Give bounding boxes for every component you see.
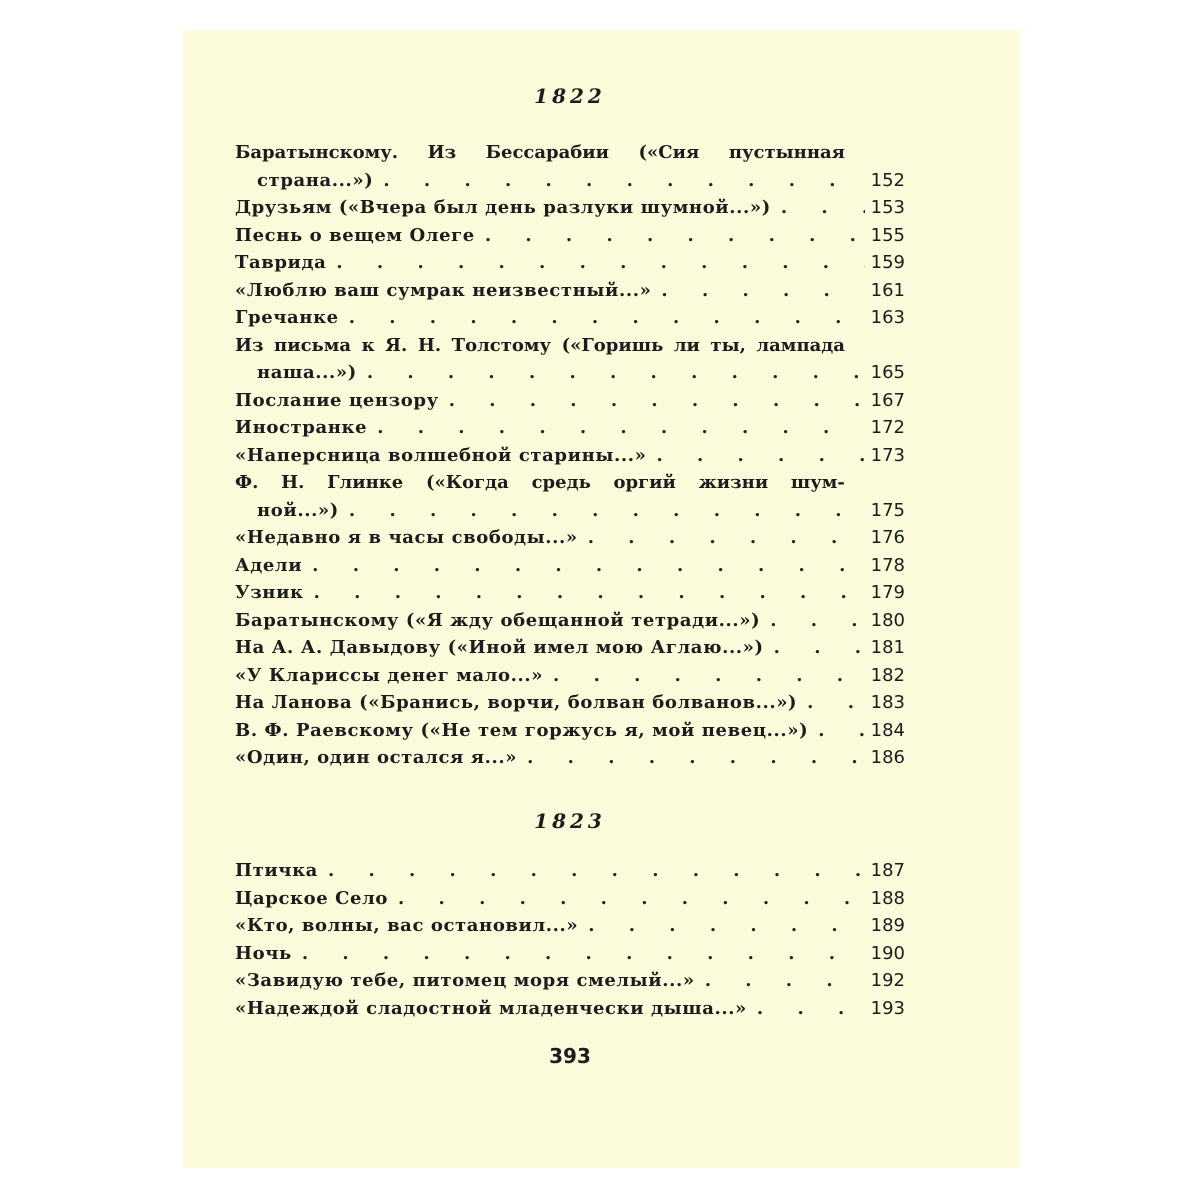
toc-entry-title-line2: страна...») (257, 169, 374, 191)
toc-entry-title: Ночь (235, 942, 292, 964)
dot-leader (388, 885, 865, 913)
toc-entry-page: 161 (870, 279, 905, 301)
toc-entry (235, 744, 905, 772)
toc-entry (235, 967, 905, 995)
dot-leader (373, 167, 865, 195)
toc-entry-title: В. Ф. Раевскому («Не тем горжусь я, мой певец...») (235, 719, 809, 741)
toc-entry (235, 634, 905, 662)
toc-entry (235, 857, 905, 885)
toc-entry-title: Иностранке (235, 417, 368, 438)
toc-entry-title-line2: наша...») (257, 362, 357, 383)
toc-entry (235, 912, 905, 940)
toc-entry-title: «Люблю ваш сумрак неизвестный...» (235, 279, 652, 301)
dot-leader (747, 995, 865, 1023)
toc-entry-word: лампада (756, 334, 845, 356)
toc-entry-page: 180 (870, 609, 905, 631)
toc-entry-page: 193 (870, 997, 905, 1019)
toc-entry (235, 689, 905, 717)
dot-leader (651, 277, 865, 305)
toc-entry-page: 184 (870, 719, 905, 741)
toc-entry (235, 885, 905, 913)
toc-entry (235, 524, 905, 552)
toc-entry (235, 249, 905, 277)
dot-leader (292, 940, 865, 968)
dot-leader (517, 744, 865, 772)
toc-entry-page: 187 (870, 860, 905, 881)
toc-entry-word: ли (673, 334, 700, 356)
toc-entry-page: 192 (870, 970, 905, 991)
toc-entry-title: На Ланова («Бранись, ворчи, болван болванов...») (235, 692, 798, 713)
dot-leader (646, 442, 865, 470)
toc-entry (235, 717, 905, 745)
toc-entry-title: Песнь о вещем Олеге (235, 224, 475, 246)
toc-entry-word: Баратынскому. (235, 142, 399, 163)
toc-entry (235, 552, 905, 580)
toc-entry-title: «Кто, волны, вас остановил...» (235, 915, 579, 936)
toc-list-1823 (235, 857, 905, 1022)
dot-leader (439, 387, 865, 415)
toc-entry-page: 163 (870, 307, 905, 328)
dot-leader (367, 414, 865, 442)
toc-entry-title: Адели (235, 554, 303, 576)
toc-entry-title: Царское Село (235, 887, 389, 909)
dot-leader (357, 359, 865, 387)
section-heading-1823: 1823 (534, 809, 606, 833)
toc-entry-word: Из (427, 142, 457, 163)
book-page (183, 30, 1019, 1168)
toc-entry-word: ты, (710, 334, 746, 356)
dot-leader (695, 967, 865, 995)
dot-leader (578, 524, 865, 552)
dot-leader (543, 662, 865, 690)
toc-entry-page: 178 (870, 554, 905, 576)
toc-entry (235, 414, 905, 442)
dot-leader (326, 249, 865, 277)
dot-leader (339, 304, 865, 332)
dot-leader (304, 579, 865, 607)
toc-entry (235, 139, 905, 194)
toc-entry-page: 182 (870, 664, 905, 686)
dot-leader (808, 717, 865, 745)
toc-entry-page: 155 (870, 224, 905, 246)
toc-entry (235, 332, 905, 387)
toc-entry-title: «Наперсница волшебной старины...» (235, 444, 647, 466)
toc-entry-word: Н. (417, 334, 442, 356)
toc-entry-word: пустынная (728, 142, 845, 163)
toc-entry-title: Гречанке (235, 307, 339, 328)
toc-entry (235, 277, 905, 305)
toc-entry-word: («Когда (425, 472, 509, 493)
toc-entry (235, 579, 905, 607)
toc-entry-page: 159 (870, 252, 905, 273)
toc-entry-word: Из (235, 334, 264, 356)
toc-entry-title: «Один, один остался я...» (235, 747, 518, 768)
toc-entry-word: письма (274, 334, 352, 356)
dot-leader (797, 689, 865, 717)
toc-entry-title: «У Клариссы денег мало...» (235, 664, 544, 686)
dot-leader (771, 194, 865, 222)
dot-leader (302, 552, 865, 580)
toc-list-1822 (235, 139, 905, 772)
toc-entry-word: шум- (790, 472, 845, 493)
toc-entry-title-line1 (235, 332, 845, 360)
toc-entry-word: к (361, 334, 375, 356)
dot-leader (318, 857, 865, 885)
toc-entry-title: Птичка (235, 860, 318, 881)
toc-entry-word: Глинке (327, 472, 404, 493)
toc-entry-title-line2: ной...») (257, 499, 339, 521)
toc-entry-page: 183 (870, 692, 905, 713)
toc-entry-title-line1 (235, 469, 845, 497)
toc-entry (235, 940, 905, 968)
toc-entry-page: 175 (870, 499, 905, 521)
toc-entry-page: 179 (870, 582, 905, 603)
toc-entry-page: 173 (870, 444, 905, 466)
toc-entry-word: («Горишь (561, 334, 664, 356)
toc-entry (235, 194, 905, 222)
toc-entry (235, 662, 905, 690)
toc-entry-word: Ф. (235, 472, 259, 493)
toc-entry-word: средь (531, 472, 591, 493)
toc-entry (235, 222, 905, 250)
page-number: 393 (549, 1044, 591, 1068)
toc-entry (235, 995, 905, 1023)
toc-entry-page: 189 (870, 915, 905, 936)
toc-entry-title-line1 (235, 139, 845, 167)
toc-entry-word: Я. (385, 334, 408, 356)
section-heading-1822: 1822 (534, 84, 606, 108)
dot-leader (764, 634, 865, 662)
toc-entry-title: «Недавно я в часы свободы...» (235, 527, 578, 548)
toc-entry-page: 167 (870, 389, 905, 411)
toc-entry-word: жизни (698, 472, 769, 493)
toc-entry-word: оргий (613, 472, 676, 493)
toc-entry-word: Н. (281, 472, 305, 493)
toc-entry (235, 607, 905, 635)
toc-entry-title: Таврида (235, 252, 327, 273)
toc-entry-page: 176 (870, 527, 905, 548)
toc-entry (235, 442, 905, 470)
toc-entry-title: «Надеждой сладостной младенчески дыша...» (235, 997, 747, 1019)
toc-entry-title: Друзьям («Вчера был день разлуки шумной...») (235, 197, 771, 218)
toc-entry-page: 188 (870, 887, 905, 909)
toc-entry-title: Послание цензору (235, 389, 439, 411)
toc-entry-word: Толстому (451, 334, 552, 356)
toc-entry (235, 304, 905, 332)
toc-entry-title: Узник (235, 582, 304, 603)
toc-entry-page: 181 (870, 637, 905, 658)
toc-entry-title: На А. А. Давыдову («Иной имел мою Аглаю...») (235, 637, 764, 658)
toc-entry-title: «Завидую тебе, питомец моря смелый...» (235, 970, 695, 991)
dot-leader (339, 497, 865, 525)
toc-entry-title: Баратынскому («Я жду обещанной тетради...») (235, 609, 761, 631)
toc-entry-page: 190 (870, 942, 905, 964)
dot-leader (578, 912, 865, 940)
toc-entry (235, 387, 905, 415)
toc-entry-word: («Сия (638, 142, 700, 163)
toc-entry-page: 186 (870, 747, 905, 768)
toc-entry-page: 165 (870, 362, 905, 383)
toc-entry-page: 153 (870, 197, 905, 218)
toc-entry-page: 172 (870, 417, 905, 438)
toc-entry-page: 152 (870, 169, 905, 191)
dot-leader (760, 607, 865, 635)
toc-entry-word: Бессарабии (485, 142, 609, 163)
toc-entry (235, 469, 905, 524)
dot-leader (475, 222, 865, 250)
